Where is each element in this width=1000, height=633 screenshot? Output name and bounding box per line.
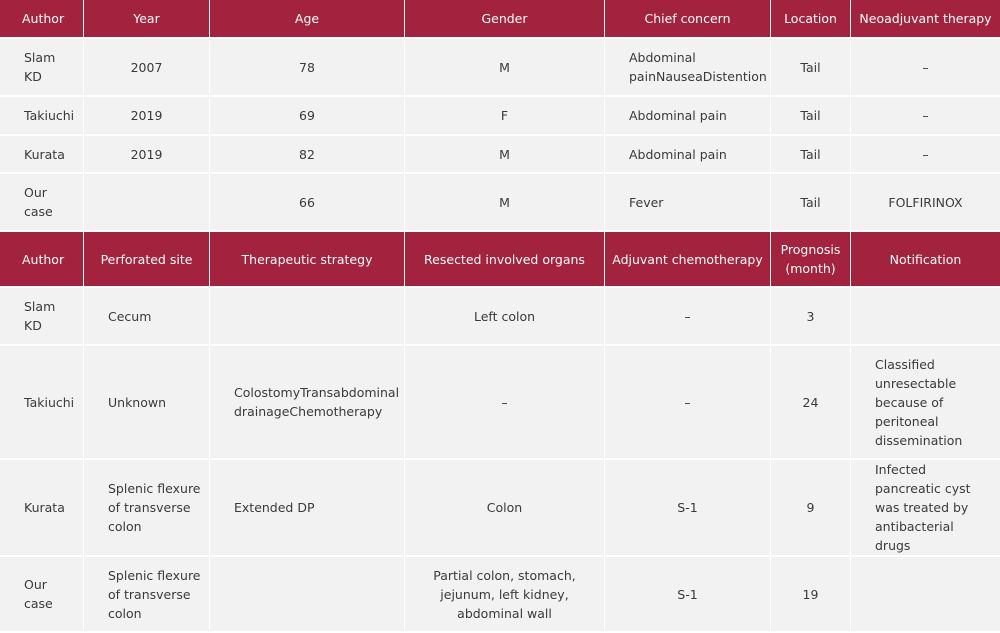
header-perforated-site: Perforated site <box>84 232 210 288</box>
cell-adjuvant-chemotherapy: S-1 <box>605 460 771 557</box>
table-row <box>0 97 1000 136</box>
cell-neoadjuvant: – <box>851 97 1000 136</box>
cell-adjuvant-chemotherapy: – <box>605 346 771 460</box>
header-chief-concern: Chief concern <box>605 0 771 39</box>
cell-location: Tail <box>771 174 851 232</box>
header-resected-organs: Resected involved organs <box>405 232 605 288</box>
cell-therapeutic-strategy: Extended DP <box>210 460 405 557</box>
cell-age: 78 <box>210 39 405 97</box>
cell-neoadjuvant: FOLFIRINOX <box>851 174 1000 232</box>
header-gender: Gender <box>405 0 605 39</box>
cell-age: 69 <box>210 97 405 136</box>
cell-resected-organs: – <box>405 346 605 460</box>
cell-therapeutic-strategy: ColostomyTransabdominal drainageChemotherapy <box>210 346 405 460</box>
cell-prognosis: 9 <box>771 460 851 557</box>
cell-age: 82 <box>210 136 405 174</box>
table1-header-row <box>0 0 1000 39</box>
table-row <box>0 460 1000 557</box>
header-therapeutic-strategy: Therapeutic strategy <box>210 232 405 288</box>
cell-perforated-site: Splenic flexure of transverse colon <box>84 557 210 633</box>
header-adjuvant-chemotherapy: Adjuvant chemotherapy <box>605 232 771 288</box>
table-row <box>0 39 1000 97</box>
cell-author: Slam KD <box>0 39 84 97</box>
cell-location: Tail <box>771 97 851 136</box>
cell-chief-concern: Abdominal pain <box>605 136 771 174</box>
cell-year: 2019 <box>84 136 210 174</box>
table-row <box>0 288 1000 346</box>
cell-perforated-site: Splenic flexure of transverse colon <box>84 460 210 557</box>
cell-location: Tail <box>771 39 851 97</box>
table-row <box>0 174 1000 232</box>
cell-author: Kurata <box>0 460 84 557</box>
cell-gender: M <box>405 174 605 232</box>
cell-year: 2019 <box>84 97 210 136</box>
table-row <box>0 136 1000 174</box>
cell-gender: M <box>405 136 605 174</box>
header-year: Year <box>84 0 210 39</box>
header-location: Location <box>771 0 851 39</box>
cell-perforated-site: Cecum <box>84 288 210 346</box>
cell-gender: F <box>405 97 605 136</box>
cell-year: 2007 <box>84 39 210 97</box>
cell-therapeutic-strategy <box>210 288 405 346</box>
cell-neoadjuvant: – <box>851 136 1000 174</box>
table2-header-row <box>0 232 1000 288</box>
cell-author: Takiuchi <box>0 346 84 460</box>
cell-chief-concern: Fever <box>605 174 771 232</box>
header-neoadjuvant-therapy: Neoadjuvant therapy <box>851 0 1000 39</box>
cell-notification: Infected pancreatic cyst was treated by antibacterial drugs <box>851 460 1000 557</box>
header-notification: Notification <box>851 232 1000 288</box>
cell-gender: M <box>405 39 605 97</box>
cell-author: Takiuchi <box>0 97 84 136</box>
cell-chief-concern: Abdominal painNauseaDistention <box>605 39 771 97</box>
cell-chief-concern: Abdominal pain <box>605 97 771 136</box>
cell-author: Our case <box>0 174 84 232</box>
cell-resected-organs: Colon <box>405 460 605 557</box>
cell-notification <box>851 288 1000 346</box>
cell-location: Tail <box>771 136 851 174</box>
cell-author: Kurata <box>0 136 84 174</box>
cell-prognosis: 3 <box>771 288 851 346</box>
table-row <box>0 346 1000 460</box>
header-author: Author <box>0 232 84 288</box>
cell-resected-organs: Partial colon, stomach, jejunum, left kidney, abdominal wall <box>405 557 605 633</box>
cell-perforated-site: Unknown <box>84 346 210 460</box>
cell-author: Our case <box>0 557 84 633</box>
header-age: Age <box>210 0 405 39</box>
cell-prognosis: 19 <box>771 557 851 633</box>
cell-notification: Classified unresectable because of peritoneal dissemination <box>851 346 1000 460</box>
header-prognosis: Prognosis (month) <box>771 232 851 288</box>
cell-adjuvant-chemotherapy: – <box>605 288 771 346</box>
cell-resected-organs: Left colon <box>405 288 605 346</box>
cell-prognosis: 24 <box>771 346 851 460</box>
cell-neoadjuvant: – <box>851 39 1000 97</box>
cell-adjuvant-chemotherapy: S-1 <box>605 557 771 633</box>
cell-age: 66 <box>210 174 405 232</box>
cell-author: Slam KD <box>0 288 84 346</box>
cell-year <box>84 174 210 232</box>
header-author: Author <box>0 0 84 39</box>
